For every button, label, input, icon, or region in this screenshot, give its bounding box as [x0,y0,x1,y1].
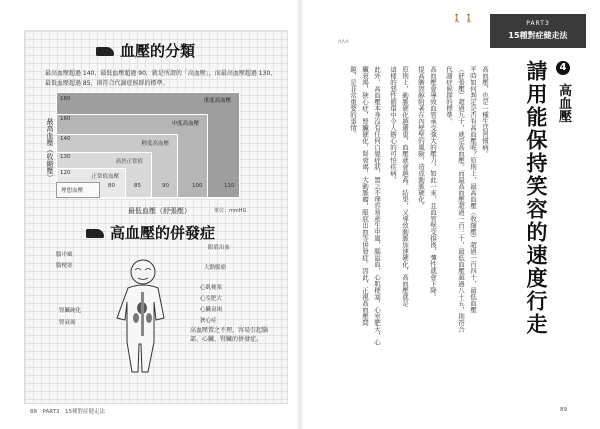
label-aneurysm: 大動脈瘤 [204,265,227,271]
body-line: 提高膽固醇附著在內壁壁的風險，造成動脈硬化。 [417,66,425,209]
section-title-text: 高血壓的併發症 [110,224,216,242]
band-label: 重度高血壓 [203,98,231,104]
grass-decoration: ᴧᴧᴧ [338,38,349,45]
body-line: 代謝症候群的標準。 [445,66,453,125]
left-footer: 88 PART3 15種對症健走法 [30,409,106,415]
x-tick: 110 [224,183,235,189]
body-line: 臟衰竭，狹心症，腎臟硬化，腎衰竭，大動脈瘤，眼底出血等併發症。因此，正視高血壓問 [361,66,369,326]
x-tick: 100 [192,183,203,189]
band-ideal [56,182,100,198]
body-line: 高血壓會導致血管承受強大的壓力，如此一來，且血管壁受損後，彈性就會下降。 [429,66,437,300]
body-line: 高血壓，也是一種生活習慣病。 [481,66,489,157]
tab-title: 15種對症健走法 [508,31,568,40]
label-ventricular-hypertrophy: 心室肥大 [200,296,223,302]
chart-x-title: 最低血壓（舒張壓） [128,207,191,215]
body-line: 平時如何判定是否有高血壓呢？原則上，最高血壓（收縮壓）超過一百四十，最低血壓 [469,66,477,313]
shoe-icon [86,229,104,238]
article-title: 請用能保持笑容的速度行走 [524,60,548,336]
walking-figures-icon: 🚶🚶 [452,14,476,23]
complication-note: 高血壓置之不理，容易引起腦部、心臟、腎臟的併發症。 [190,327,269,343]
intro-text: 最高血壓超過 140，最低血壓超過 90，就是所謂的「高血壓」，而最高血壓超過 130，最低血壓超過 85，則符合代謝症候群的標準。 [45,70,277,87]
body-line: （舒張壓）超過九十，就是高血壓。而最高血壓超過一百三十，最低血壓超過八十五，則符合 [457,66,465,333]
part-tab [490,14,586,48]
label-stroke: 腦中風 [56,252,73,258]
y-tick: 120 [60,170,71,176]
band-label: 正常值血壓 [91,174,119,180]
chapter-number-badge: 4 [556,61,570,75]
body-line: 此外，高血壓本身沒有任何自覺症狀，置之不理容易產生中風，腦溢血，心肌梗塞，心室肥大，心 [373,66,381,346]
shoe-icon [96,47,114,56]
y-tick: 130 [60,154,71,160]
section-title-classification [96,40,195,61]
chapter-heading [554,61,573,123]
band-label: 輕度高血壓 [141,141,169,147]
y-tick: 160 [60,116,71,122]
section-title-complications [86,222,215,243]
label-kidney-failure: 腎衰竭 [59,320,76,326]
chart-y-title: 最高血壓（收縮壓） [46,118,54,181]
y-tick: 140 [60,136,71,142]
label-heart-failure: 心臟衰竭 [200,307,223,313]
label-myocardial-infarction: 心肌梗塞 [200,285,223,291]
chapter-label: 高血壓 [556,83,571,123]
band-label: 中度高血壓 [171,121,199,127]
band-label: 理想血壓 [61,188,84,194]
label-angina: 狹心症 [200,318,217,324]
book-gutter [296,0,304,429]
bp-classification-chart [56,92,240,198]
body-line: 這樣的惡性循環中令人擔心的可怕疾病。 [389,66,397,183]
body-line: 題，是非常重要的事情。 [349,66,357,138]
x-tick: 80 [108,183,115,189]
body-line: 原則上，動脈硬化越嚴重，血壓就會越高。結果，又導致動脈加速硬化，高血壓就是 [401,66,409,307]
human-body-illustration [108,256,178,374]
x-tick: 90 [162,183,169,189]
label-cerebral-infarction: 腦梗塞 [56,263,73,269]
chart-unit: 單位：mmHG [214,208,247,214]
tab-part-label: PART3 [526,20,550,27]
section-title-text: 血壓的分類 [120,42,196,60]
right-page-number: 89 [560,407,567,413]
x-tick: 85 [134,183,141,189]
label-nephrosclerosis: 腎臟硬化 [59,308,82,314]
label-fundus-bleeding: 眼底出血 [208,245,231,251]
band-label: 高於正常值 [115,159,143,165]
y-tick: 180 [60,96,71,102]
